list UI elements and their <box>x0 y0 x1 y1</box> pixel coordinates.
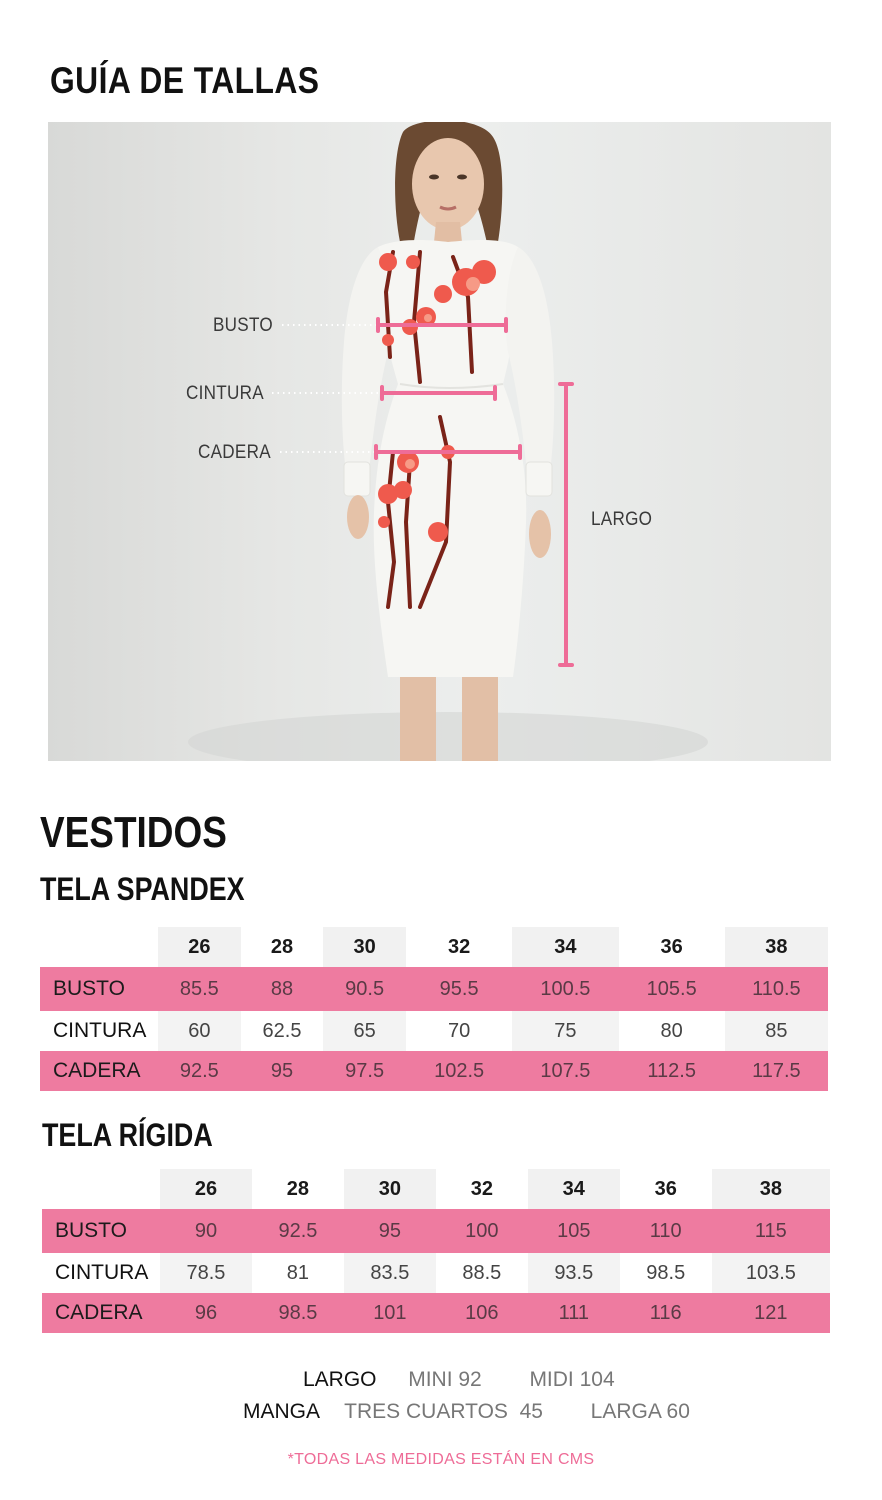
size-header: 32 <box>436 1169 528 1209</box>
label-cadera: CADERA <box>198 442 271 463</box>
table-cell: 116 <box>620 1293 712 1333</box>
table-cell: 90.5 <box>323 967 406 1011</box>
footnote: *TODAS LAS MEDIDAS ESTÁN EN CMS <box>287 1451 595 1468</box>
page-title: GUÍA DE TALLAS <box>50 60 320 101</box>
table-cell: 95.5 <box>406 967 512 1011</box>
row-label: CINTURA <box>40 1011 158 1051</box>
table-title-rigida: TELA RÍGIDA <box>42 1117 213 1153</box>
table-cell: 95 <box>241 1051 324 1091</box>
size-header: 28 <box>241 927 324 967</box>
table-cell: 107.5 <box>512 1051 618 1091</box>
table-cell: 98.5 <box>252 1293 344 1333</box>
table-cell: 88.5 <box>436 1253 528 1293</box>
table-cell: 98.5 <box>620 1253 712 1293</box>
table-cell: 78.5 <box>160 1253 252 1293</box>
size-header: 26 <box>160 1169 252 1209</box>
table-cell: 88 <box>241 967 324 1011</box>
table-cell: 117.5 <box>725 1051 828 1091</box>
table-cell: 92.5 <box>252 1209 344 1253</box>
table-row <box>42 1253 830 1293</box>
row-label: BUSTO <box>42 1209 160 1253</box>
size-header: 32 <box>406 927 512 967</box>
row-label: BUSTO <box>40 967 158 1011</box>
largo-midi: MIDI 104 <box>529 1368 615 1391</box>
model-photo <box>48 122 831 761</box>
table-row <box>40 1011 828 1051</box>
size-header: 38 <box>712 1169 830 1209</box>
header-blank <box>40 927 158 967</box>
table-title-spandex: TELA SPANDEX <box>40 871 245 907</box>
table-cell: 111 <box>528 1293 620 1333</box>
size-header: 30 <box>323 927 406 967</box>
table-cell: 105 <box>528 1209 620 1253</box>
table-cell: 83.5 <box>344 1253 436 1293</box>
table-cell: 60 <box>158 1011 241 1051</box>
size-header: 34 <box>512 927 618 967</box>
table-cell: 62.5 <box>241 1011 324 1051</box>
label-cintura: CINTURA <box>186 383 264 404</box>
table-cell: 100.5 <box>512 967 618 1011</box>
table-cell: 95 <box>344 1209 436 1253</box>
size-header-row <box>42 1169 830 1209</box>
table-cell: 80 <box>619 1011 725 1051</box>
size-header-row <box>40 927 828 967</box>
table-cell: 96 <box>160 1293 252 1333</box>
table-row <box>42 1293 830 1333</box>
table-cell: 85 <box>725 1011 828 1051</box>
largo-mini: MINI 92 <box>408 1368 482 1391</box>
size-header: 30 <box>344 1169 436 1209</box>
header-blank <box>42 1169 160 1209</box>
table-cell: 101 <box>344 1293 436 1333</box>
table-row <box>42 1209 830 1253</box>
largo-label: LARGO <box>303 1368 377 1391</box>
table-cell: 106 <box>436 1293 528 1333</box>
table-cell: 121 <box>712 1293 830 1333</box>
table-cell: 110 <box>620 1209 712 1253</box>
size-header: 28 <box>252 1169 344 1209</box>
size-header: 26 <box>158 927 241 967</box>
row-label: CADERA <box>42 1293 160 1333</box>
table-cell: 92.5 <box>158 1051 241 1091</box>
size-header: 38 <box>725 927 828 967</box>
largo-line <box>303 1368 615 1392</box>
manga-label: MANGA <box>243 1400 319 1423</box>
size-header: 36 <box>619 927 725 967</box>
table-cell: 75 <box>512 1011 618 1051</box>
table-cell: 93.5 <box>528 1253 620 1293</box>
manga-tres-cuartos: TRES CUARTOS 45 <box>344 1400 543 1423</box>
table-cell: 112.5 <box>619 1051 725 1091</box>
size-header: 36 <box>620 1169 712 1209</box>
table-cell: 103.5 <box>712 1253 830 1293</box>
table-cell: 70 <box>406 1011 512 1051</box>
size-table-rigida <box>42 1169 830 1333</box>
row-label: CADERA <box>40 1051 158 1091</box>
table-cell: 97.5 <box>323 1051 406 1091</box>
table-cell: 105.5 <box>619 967 725 1011</box>
table-cell: 102.5 <box>406 1051 512 1091</box>
row-label: CINTURA <box>42 1253 160 1293</box>
table-cell: 85.5 <box>158 967 241 1011</box>
table-row <box>40 967 828 1011</box>
manga-line <box>243 1400 690 1424</box>
label-busto: BUSTO <box>213 315 273 336</box>
table-row <box>40 1051 828 1091</box>
dress-illustration <box>48 122 831 761</box>
table-cell: 115 <box>712 1209 830 1253</box>
table-cell: 90 <box>160 1209 252 1253</box>
size-header: 34 <box>528 1169 620 1209</box>
manga-larga: LARGA 60 <box>590 1400 690 1423</box>
table-cell: 100 <box>436 1209 528 1253</box>
table-cell: 110.5 <box>725 967 828 1011</box>
size-table-spandex <box>40 927 828 1091</box>
table-cell: 65 <box>323 1011 406 1051</box>
label-largo: LARGO <box>591 509 653 530</box>
section-title: VESTIDOS <box>40 808 227 857</box>
table-cell: 81 <box>252 1253 344 1293</box>
